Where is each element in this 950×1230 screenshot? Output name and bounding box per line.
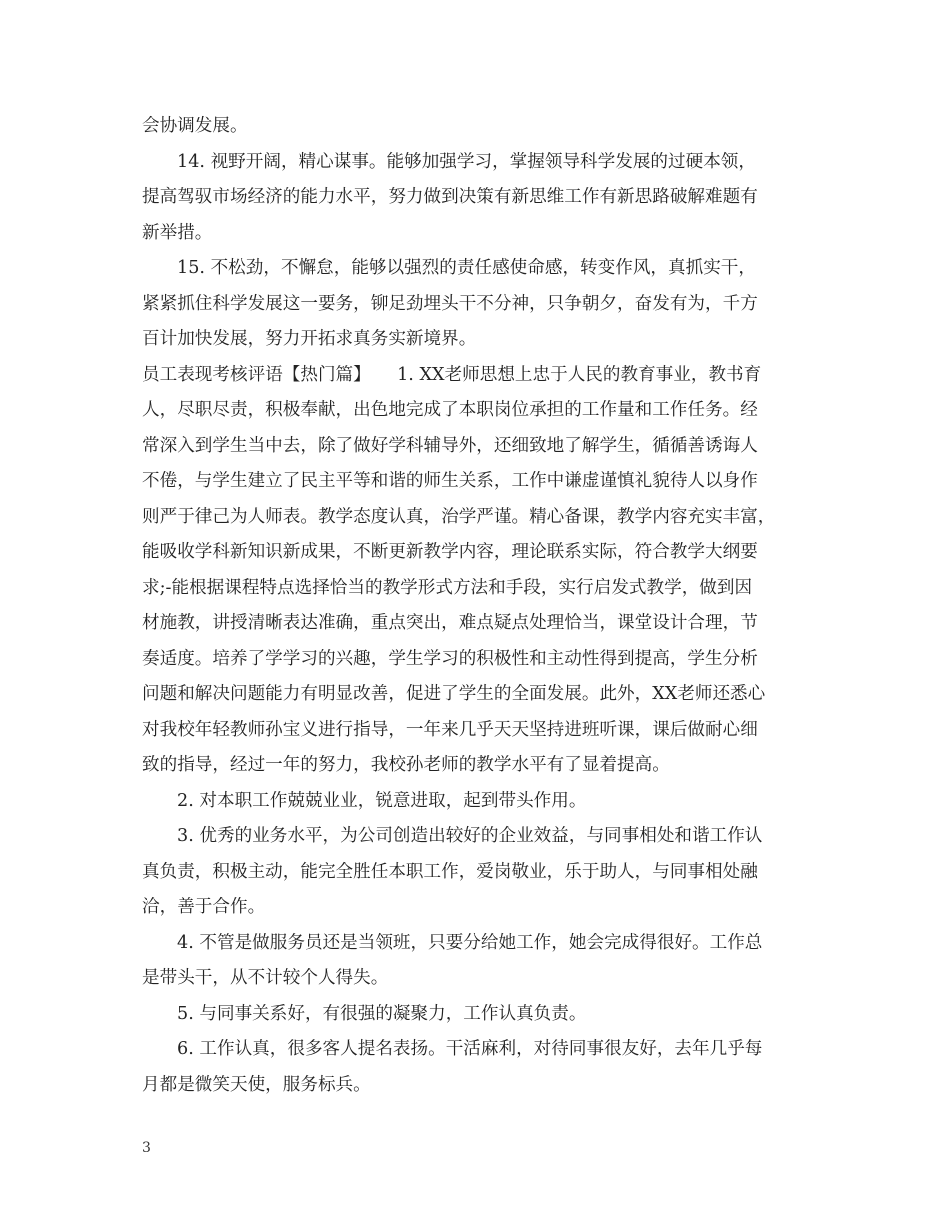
text-line: 则严于律己为人师表。教学态度认真，治学严谨。精心备课，教学内容充实丰富，: [142, 506, 776, 527]
text-line: 奏适度。培养了学学习的兴趣，学生学习的积极性和主动性得到提高，学生分析: [142, 648, 758, 669]
text-line: 6. 工作认真，很多客人提名表扬。干活麻利，对待同事很友好，去年几乎每: [177, 1039, 763, 1059]
text-line: 5. 与同事关系好，有很强的凝聚力，工作认真负责。: [177, 1003, 587, 1024]
text-line: 问题和解决问题能力有明显改善，促进了学生的全面发展。此外，XX老师还悉心: [142, 684, 766, 704]
text-line: 求;-能根据课程特点选择恰当的教学形式方法和手段，实行启发式教学，做到因: [142, 577, 753, 598]
text-line: 紧紧抓住科学发展这一要务，铆足劲埋头干不分神，只争朝夕，奋发有为，千方: [142, 293, 758, 314]
text-line: 人，尽职尽责，积极奉献，出色地完成了本职岗位承担的工作量和工作任务。经: [142, 400, 758, 420]
text-line: 月都是微笑天使，服务标兵。: [142, 1074, 371, 1095]
text-line: 致的指导，经过一年的努力，我校孙老师的教学水平有了显着提高。: [142, 755, 670, 775]
text-line: 不倦，与学生建立了民主平等和谐的师生关系，工作中谦虚谨慎礼貌待人以身作: [142, 471, 758, 491]
text-line: 洽，善于合作。: [142, 897, 266, 917]
text-line: 提高驾驭市场经济的能力水平，努力做到决策有新思维工作有新思路破解难题有: [142, 187, 758, 207]
page-number: 3: [142, 1140, 151, 1156]
text-line: 会协调发展。: [142, 116, 248, 136]
document-body: [142, 109, 812, 1103]
text-line: 15. 不松劲，不懈怠，能够以强烈的责任感使命感，转变作风，真抓实干，: [177, 258, 756, 278]
text-line: 3. 优秀的业务水平，为公司创造出较好的企业效益，与同事相处和谐工作认: [177, 826, 763, 846]
text-line: 常深入到学生当中去，除了做好学科辅导外，还细致地了解学生，循循善诱诲人: [142, 435, 758, 456]
text-line: 是带头干，从不计较个人得失。: [142, 968, 389, 988]
text-line: 材施教，讲授清晰表达准确，重点突出，难点疑点处理恰当，课堂设计合理，节: [142, 613, 758, 633]
text-line: 对我校年轻教师孙宝义进行指导，一年来几乎天天坚持进班听课，课后做耐心细: [142, 719, 758, 740]
text-line: 真负责，积极主动，能完全胜任本职工作，爱岗敬业，乐于助人，与同事相处融: [142, 861, 758, 882]
text-line: 14. 视野开阔，精心谋事。能够加强学习，掌握领导科学发展的过硬本领，: [177, 151, 756, 172]
text-line: 能吸收学科新知识新成果，不断更新教学内容，理论联系实际，符合教学大纲要: [142, 542, 758, 562]
text-line: 新举措。: [142, 222, 213, 243]
text-line: 2. 对本职工作兢兢业业，锐意进取，起到带头作用。: [177, 790, 587, 811]
text-line: 百计加快发展，努力开拓求真务实新境界。: [142, 329, 477, 349]
text-line: 员工表现考核评语【热门篇】 1. XX老师思想上忠于人民的教育事业，教书育: [142, 364, 762, 385]
text-line: 4. 不管是做服务员还是当领班，只要分给她工作，她会完成得很好。工作总: [177, 932, 763, 953]
